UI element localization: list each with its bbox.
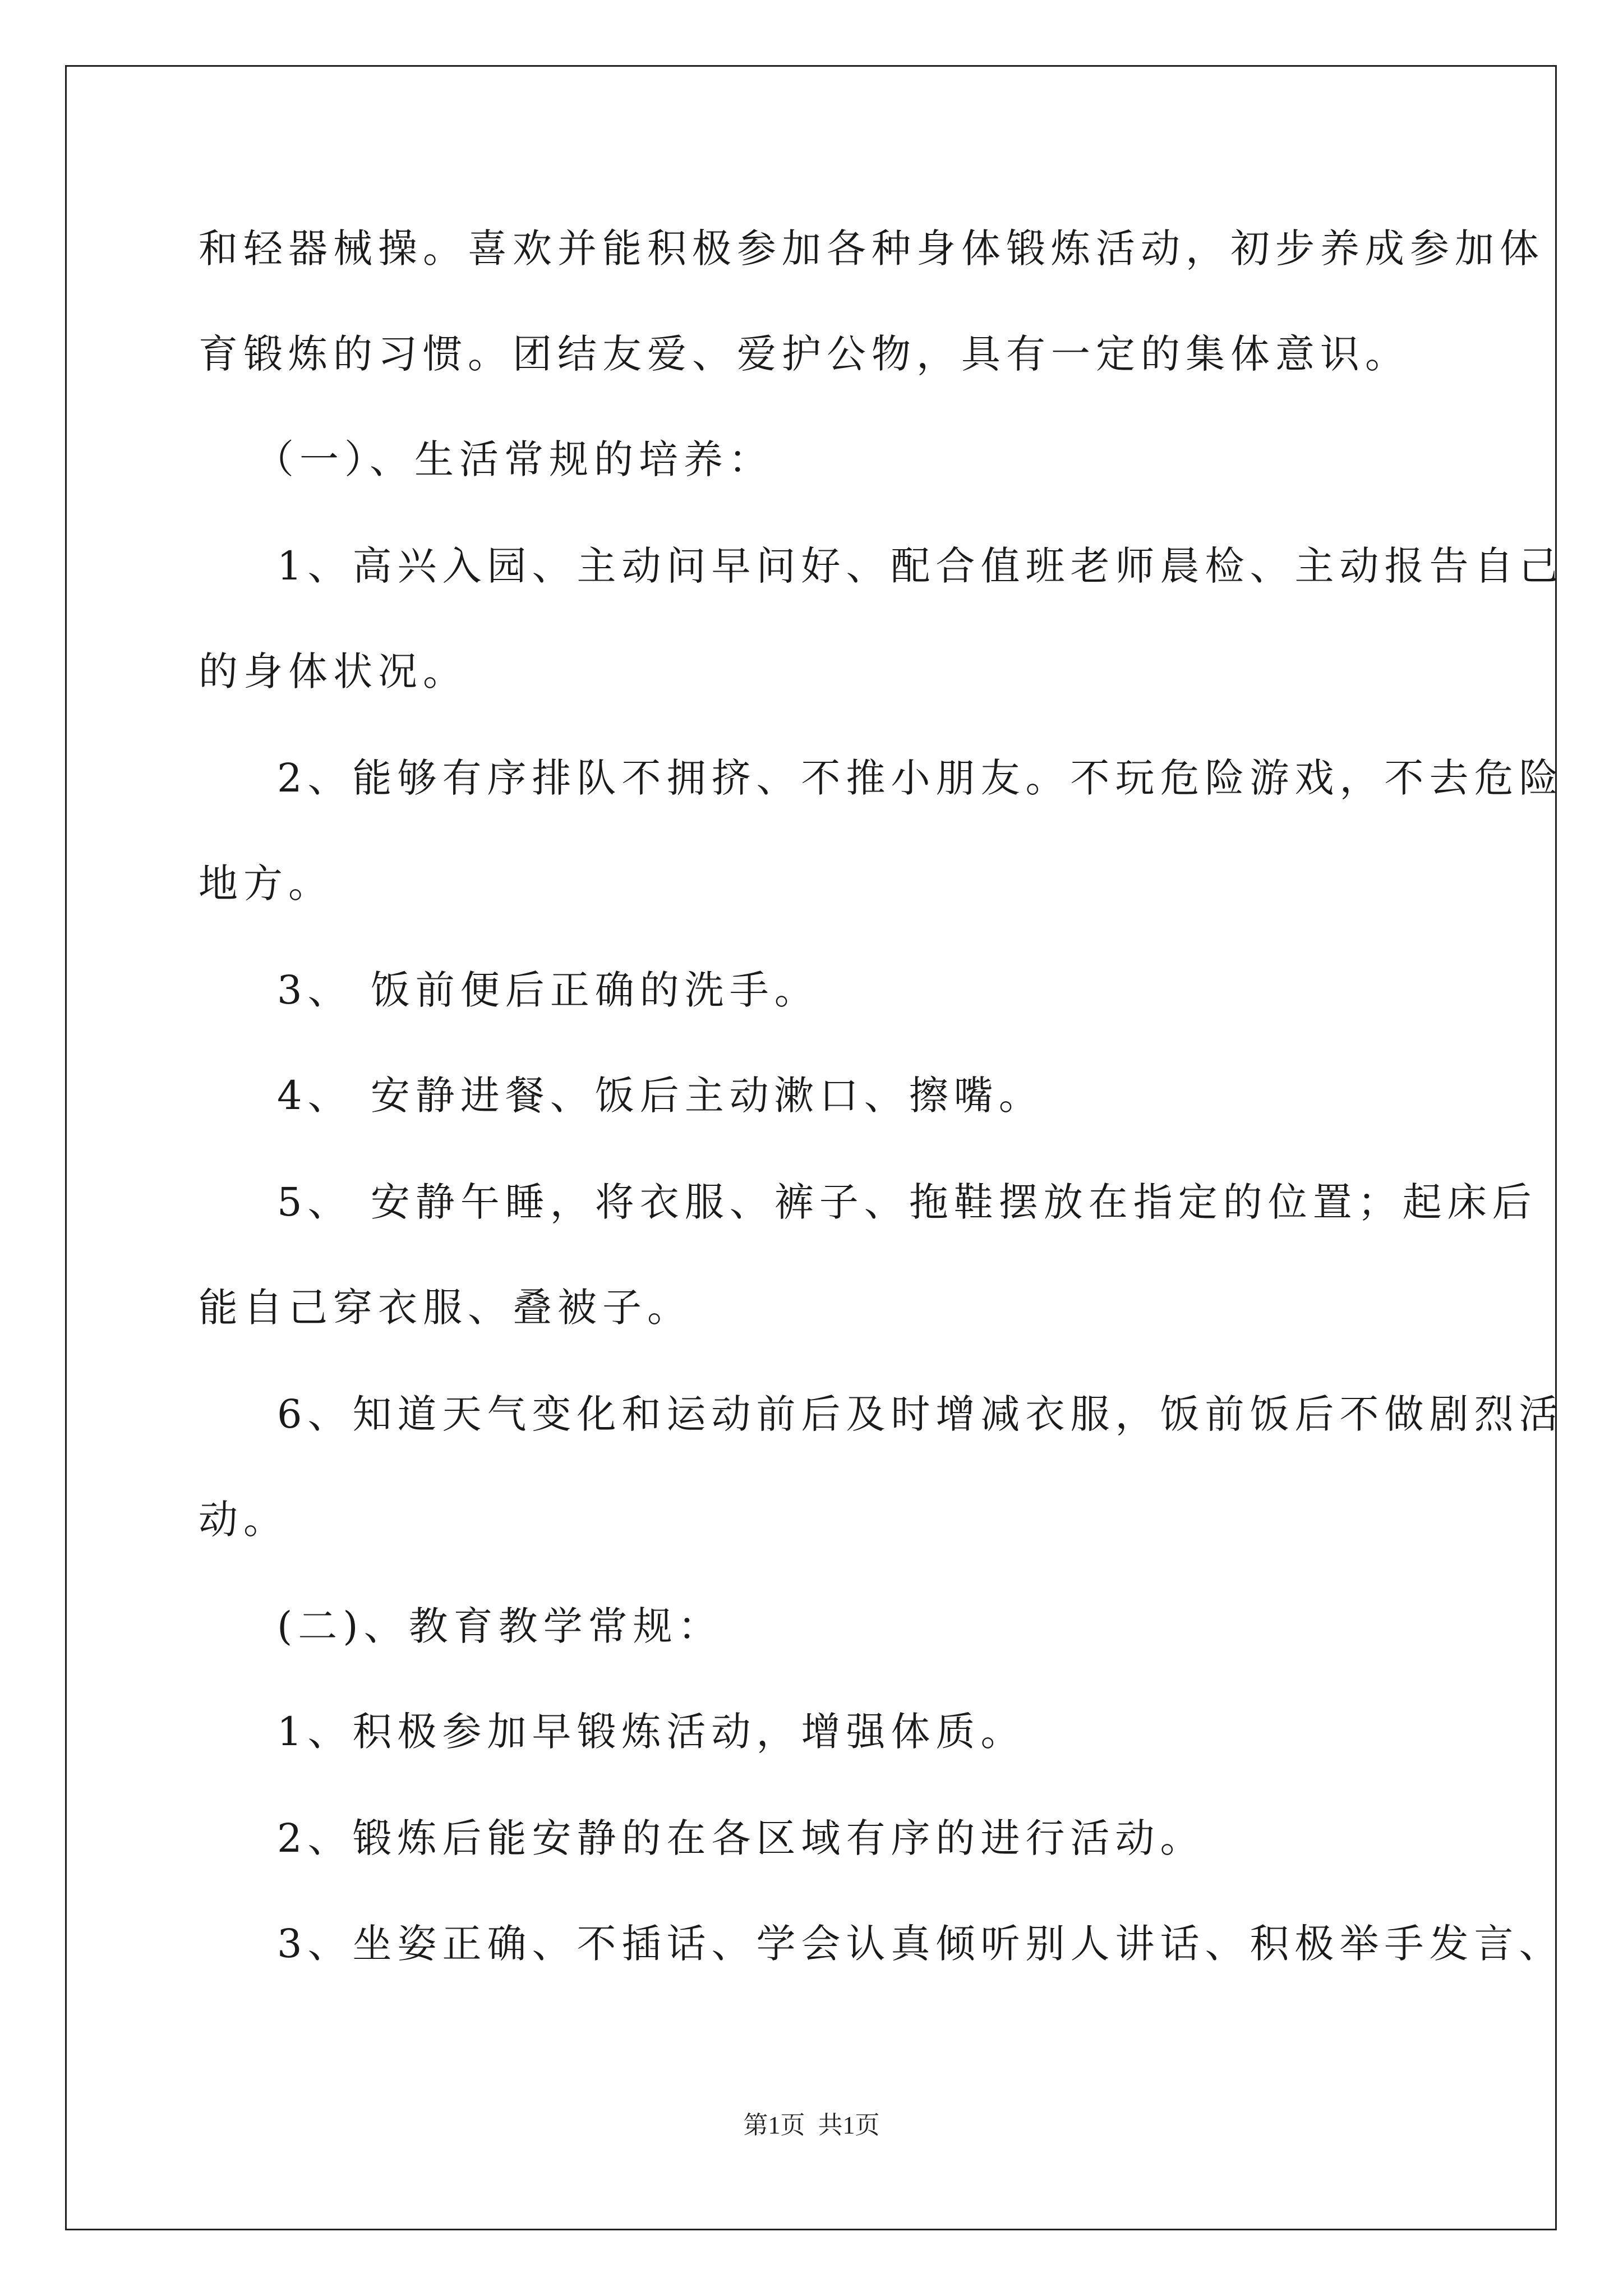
text-line: 的身体状况。 [199,648,468,694]
list-item: 2、能够有序排队不拥挤、不推小朋友。不玩危险游戏，不去危险 [277,755,1564,801]
text-line: 能自己穿衣服、叠被子。 [199,1285,692,1331]
text-line: 地方。 [199,861,333,907]
page-footer [0,2105,1623,2141]
page-total: 共1页 [818,2111,880,2139]
list-item: 3、坐姿正确、不插话、学会认真倾听别人讲话、积极举手发言、 [277,1921,1564,1967]
list-item: 4、 安静进餐、饭后主动漱口、擦嘴。 [277,1073,1044,1119]
list-item: 3、 饭前便后正确的洗手。 [277,967,819,1013]
list-item: 6、知道天气变化和运动前后及时增减衣服，饭前饭后不做剧烈活 [277,1391,1564,1437]
section-heading: （一）、生活常规的培养： [255,436,773,482]
list-item: 1、高兴入园、主动问早问好、配合值班老师晨检、主动报告自己 [277,543,1564,589]
section-heading: (二)、教育教学常规： [277,1603,723,1649]
list-item: 5、 安静午睡，将衣服、裤子、拖鞋摆放在指定的位置；起床后 [277,1179,1537,1225]
page-border [65,65,1557,2230]
text-line: 育锻炼的习惯。团结友爱、爱护公物，具有一定的集体意识。 [199,331,1410,377]
list-item: 2、锻炼后能安静的在各区域有序的进行活动。 [277,1815,1205,1861]
list-item: 1、积极参加早锻炼活动，增强体质。 [277,1709,1026,1755]
page-number: 第1页 [743,2111,805,2139]
text-line: 和轻器械操。喜欢并能积极参加各种身体锻炼活动，初步养成参加体 [199,226,1544,272]
text-line: 动。 [199,1497,288,1543]
